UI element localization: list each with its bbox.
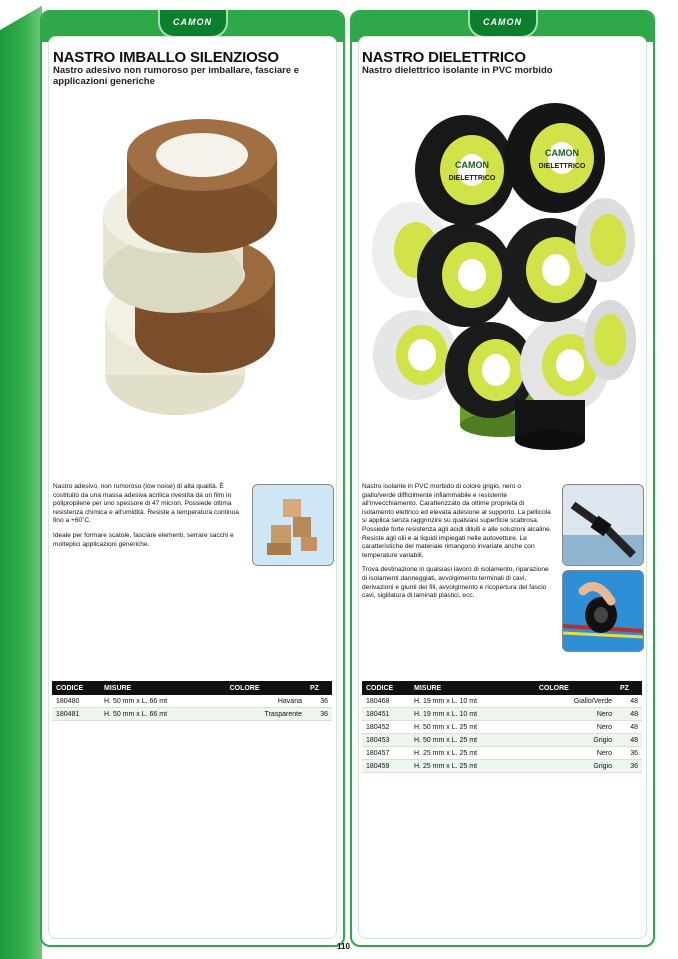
column-header-colore: COLORE [535, 681, 616, 695]
product-description [53, 483, 243, 555]
cell-misure: H. 25 mm x L. 25 mt [410, 760, 535, 773]
cell-colore: Nero [535, 721, 616, 734]
cell-misure: H. 50 mm x L. 66 mt [100, 708, 226, 721]
page-number: 110 [337, 942, 350, 951]
brand-badge: CAMON [468, 10, 538, 38]
cell-colore: Trasparente [226, 708, 306, 721]
table-header-row [362, 681, 642, 695]
tape-rolls-image [95, 115, 295, 455]
column-header-misure: MISURE [100, 681, 226, 695]
product-title: NASTRO DIELETTRICO [362, 49, 526, 66]
description-paragraph: Trova destinazione in qualsiasi lavoro di isolamento, riparazione di isolamenti danneggiati, avvolgimento terminali di cavi, derivazioni e giunti dei fili, avvolgimento e ricopertura del fascio cavi, sigillatura di laminati plastici, ecc. [362, 566, 549, 600]
cell-colore: Nero [535, 747, 616, 760]
cell-codice: 180459 [362, 760, 410, 773]
table-row [362, 695, 642, 708]
column-header-pz: PZ [306, 681, 332, 695]
column-header-pz: PZ [616, 681, 642, 695]
black-tape-roll [417, 223, 513, 327]
cell-misure: H. 19 mm x L. 10 mt [410, 695, 535, 708]
cell-codice: 180481 [52, 708, 100, 721]
description-paragraph: Ideale per formare scatole, fasciare elementi, serrare sacchi e molteplici applicazioni generiche. [53, 531, 234, 548]
product-description [362, 483, 552, 607]
black-tape-roll [505, 103, 605, 213]
table-row [362, 734, 642, 747]
black-tape-roll [515, 400, 585, 450]
black-tape-roll [415, 115, 515, 225]
cell-codice: 180451 [362, 708, 410, 721]
cell-colore: Nero [535, 708, 616, 721]
cable-photo [562, 484, 644, 566]
cell-colore: Grigio [535, 734, 616, 747]
product-table [362, 681, 642, 773]
cell-misure: H. 50 mm x L. 66 mt [100, 695, 226, 708]
column-header-misure: MISURE [410, 681, 535, 695]
cell-misure: H. 25 mm x L. 25 mt [410, 747, 535, 760]
cell-colore: Grigio [535, 760, 616, 773]
gray-tape-roll [584, 300, 636, 380]
product-subtitle: Nastro dielettrico isolante in PVC morbido [362, 65, 553, 76]
cell-pz: 36 [616, 747, 642, 760]
cell-pz: 48 [616, 695, 642, 708]
table-row [362, 760, 642, 773]
cell-pz: 48 [616, 721, 642, 734]
cell-misure: H. 50 mm x L. 25 mt [410, 721, 535, 734]
gray-tape-roll [373, 310, 457, 400]
cell-pz: 36 [616, 760, 642, 773]
cell-colore: Havana [226, 695, 306, 708]
column-header-colore: COLORE [226, 681, 306, 695]
cell-codice: 180457 [362, 747, 410, 760]
tape-label-brand: CAMON [545, 148, 579, 158]
boxes-photo [252, 484, 334, 566]
brand-badge: CAMON [158, 10, 228, 38]
cell-colore: Giallo/Verde [535, 695, 616, 708]
product-table [52, 681, 332, 721]
table-row [362, 747, 642, 760]
cell-codice: 180480 [52, 695, 100, 708]
cell-codice: 180453 [362, 734, 410, 747]
tape-label-text: DIELETTRICO [538, 163, 586, 170]
cell-misure: H. 19 mm x L. 10 mt [410, 708, 535, 721]
gray-tape-roll [575, 198, 635, 282]
cell-codice: 180452 [362, 721, 410, 734]
column-header-codice: CODICE [362, 681, 410, 695]
description-paragraph: Nastro adesivo, non rumoroso (low noise) di alta qualità. È costituito da una massa adesiva acrilica rivestita da un film in polipropilene per uno spessore di 47 micron. Possiede ottima resistenza chimica e all'umidità. Resiste a temperatura continua fino a +60˚C. [53, 483, 239, 525]
cell-codice: 180468 [362, 695, 410, 708]
product-subtitle: Nastro adesivo non rumoroso per imballare, fasciare e applicazioni generiche [53, 65, 300, 87]
product-title: NASTRO IMBALLO SILENZIOSO [53, 49, 279, 66]
table-header-row [52, 681, 332, 695]
tape-label-text: DIELETTRICO [448, 175, 496, 182]
havana-tape-roll [127, 119, 277, 253]
hand-wrapping-photo [562, 570, 644, 652]
table-row [362, 721, 642, 734]
description-paragraph: Nastro isolante in PVC morbido di colore grigio, nero o giallo/verde difficilmente infiammabile e resistente all'invecchiamento. Caratterizzato da ottime proprietà di isolamento elettrico ed elevata adesione al supporto. La pellicola si applica senza raggrinzire su qualsiasi superficie scabrosa. Possiede forte resistenza agli acidi diluiti e alle soluzioni alcaline. Resiste agli olii e ai liquidi impiegati nelle autovetture. Le caratteristiche del materiale rimangono invariate anche con temperature variabili. [362, 483, 552, 559]
column-header-codice: CODICE [52, 681, 100, 695]
cell-pz: 48 [616, 708, 642, 721]
cell-misure: H. 50 mm x L. 25 mt [410, 734, 535, 747]
table-row [52, 695, 332, 708]
cell-pz: 36 [306, 708, 332, 721]
table-row [52, 708, 332, 721]
cell-pz: 48 [616, 734, 642, 747]
left-green-stripe [0, 0, 42, 959]
table-row [362, 708, 642, 721]
tape-label-brand: CAMON [455, 160, 489, 170]
cell-pz: 36 [306, 695, 332, 708]
dielectric-tape-rolls-image [370, 100, 638, 450]
